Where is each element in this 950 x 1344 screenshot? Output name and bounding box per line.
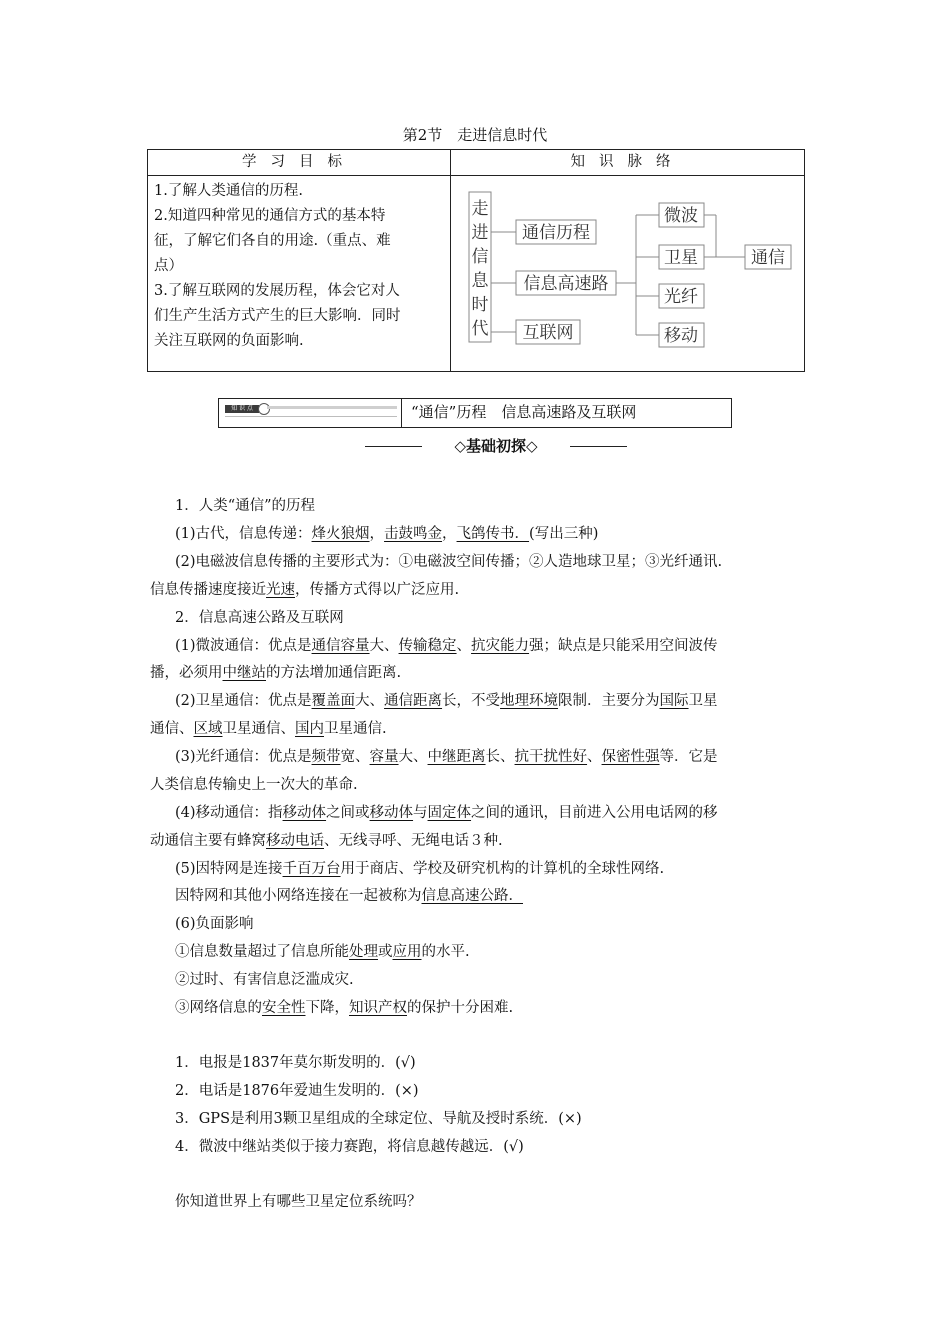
heading-rule: [570, 446, 627, 447]
level2-label: 移动: [664, 326, 698, 346]
text-line: 动通信主要有蜂窝移动电话、无线寻呼、无绳电话３种.: [150, 833, 503, 849]
root-char: 代: [471, 319, 489, 339]
level2-label: 卫星: [664, 248, 698, 268]
quiz-item: 2．电话是1876年爱迪生发明的．(×): [175, 1083, 419, 1099]
root-char: 时: [471, 295, 489, 315]
text-line: (5)因特网是连接千百万台用于商店、学校及研究机构的计算机的全球性网络.: [175, 861, 665, 877]
decorative-rule: [225, 416, 397, 417]
section-heading-text: ◇基础初探◇: [454, 437, 538, 455]
text-line: 通信、区域卫星通信、国内卫星通信.: [150, 721, 387, 737]
level2-label: 微波: [664, 206, 698, 226]
text-line: (4)移动通信：指移动体之间或移动体与固定体之间的通讯，目前进入公用电话网的移: [175, 805, 718, 821]
goal-line: 们生产生活方式产生的巨大影响．同时: [154, 308, 401, 324]
root-char: 走: [471, 199, 489, 219]
text-line: 1．人类“通信”的历程: [175, 498, 316, 514]
decorative-rule: [267, 406, 397, 409]
text-line: (1)微波通信：优点是通信容量大、传输稳定、抗灾能力强；缺点是只能采用空间波传: [175, 638, 718, 654]
level1-label: 信息高速路: [523, 274, 609, 294]
text-line: 因特网和其他小网络连接在一起被称为信息高速公路．: [175, 888, 523, 904]
text-line: ①信息数量超过了信息所能处理或应用的水平.: [175, 944, 470, 960]
quiz-item: 3．GPS是利用3颗卫星组成的全球定位、导航及授时系统．(×): [175, 1111, 582, 1127]
text-line: (2)卫星通信：优点是覆盖面大、通信距离长，不受地理环境限制．主要分为国际卫星: [175, 693, 718, 709]
text-line: (2)电磁波信息传播的主要形式为：①电磁波空间传播；②人造地球卫星；③光纤通讯.: [175, 554, 723, 570]
goal-line: 关注互联网的负面影响.: [154, 333, 304, 349]
knowledge-map-diagram: [451, 176, 804, 371]
knowledge-map-header: 知识脉络: [451, 150, 805, 176]
goal-line: 征，了解它们各自的用途.（重点、难: [154, 233, 391, 249]
level1-label: 通信历程: [522, 223, 590, 243]
goal-line: 3.了解互联网的发展历程，体会它对人: [154, 283, 400, 299]
knowledge-point-bar: [218, 398, 732, 428]
page-title: 第2节 走进信息时代: [402, 126, 548, 144]
text-line: ②过时、有害信息泛滥成灾.: [175, 972, 354, 988]
objectives-table: [147, 149, 805, 372]
heading-rule: [365, 446, 422, 447]
goal-line: 点）: [154, 258, 183, 274]
knowledge-point-title: “通信”历程 信息高速路及互联网: [411, 403, 637, 421]
goal-line: 1.了解人类通信的历程.: [154, 183, 303, 199]
level3-label: 通信: [751, 248, 785, 268]
text-line: 播，必须用中继站的方法增加通信距离.: [150, 665, 402, 681]
goal-line: 2.知道四种常见的通信方式的基本特: [154, 208, 386, 224]
section-heading: [365, 434, 627, 458]
learning-goals-header: 学习目标: [148, 150, 451, 176]
root-char: 进: [471, 223, 489, 243]
circle-icon: [258, 403, 270, 415]
text-line: ③网络信息的安全性下降，知识产权的保护十分困难.: [175, 1000, 514, 1016]
quiz-item: 4．微波中继站类似于接力赛跑，将信息越传越远．(√): [175, 1139, 524, 1155]
text-line: (1)古代，信息传递：烽火狼烟，击鼓鸣金，飞鸽传书．(写出三种): [175, 526, 599, 542]
learning-goals-list: [148, 176, 450, 371]
text-line: 2．信息高速公路及互联网: [175, 610, 344, 626]
text-line: (6)负面影响: [175, 916, 254, 932]
quiz-item: 1．电报是1837年莫尔斯发明的．(√): [175, 1055, 416, 1071]
knowledge-point-tag: [219, 399, 402, 427]
text-line: 信息传播速度接近光速，传播方式得以广泛应用.: [150, 582, 460, 598]
text-line: 人类信息传输史上一次大的革命.: [150, 777, 358, 793]
question-text: 你知道世界上有哪些卫星定位系统吗？: [175, 1194, 422, 1210]
level1-label: 互联网: [522, 323, 574, 343]
text-line: (3)光纤通信：优点是频带宽、容量大、中继距离长、抗干扰性好、保密性强等．它是: [175, 749, 718, 765]
root-char: 信: [471, 247, 489, 267]
root-char: 息: [471, 271, 489, 291]
level2-label: 光纤: [664, 287, 698, 307]
knowledge-point-tag-label: 知 识 点: [225, 405, 259, 413]
